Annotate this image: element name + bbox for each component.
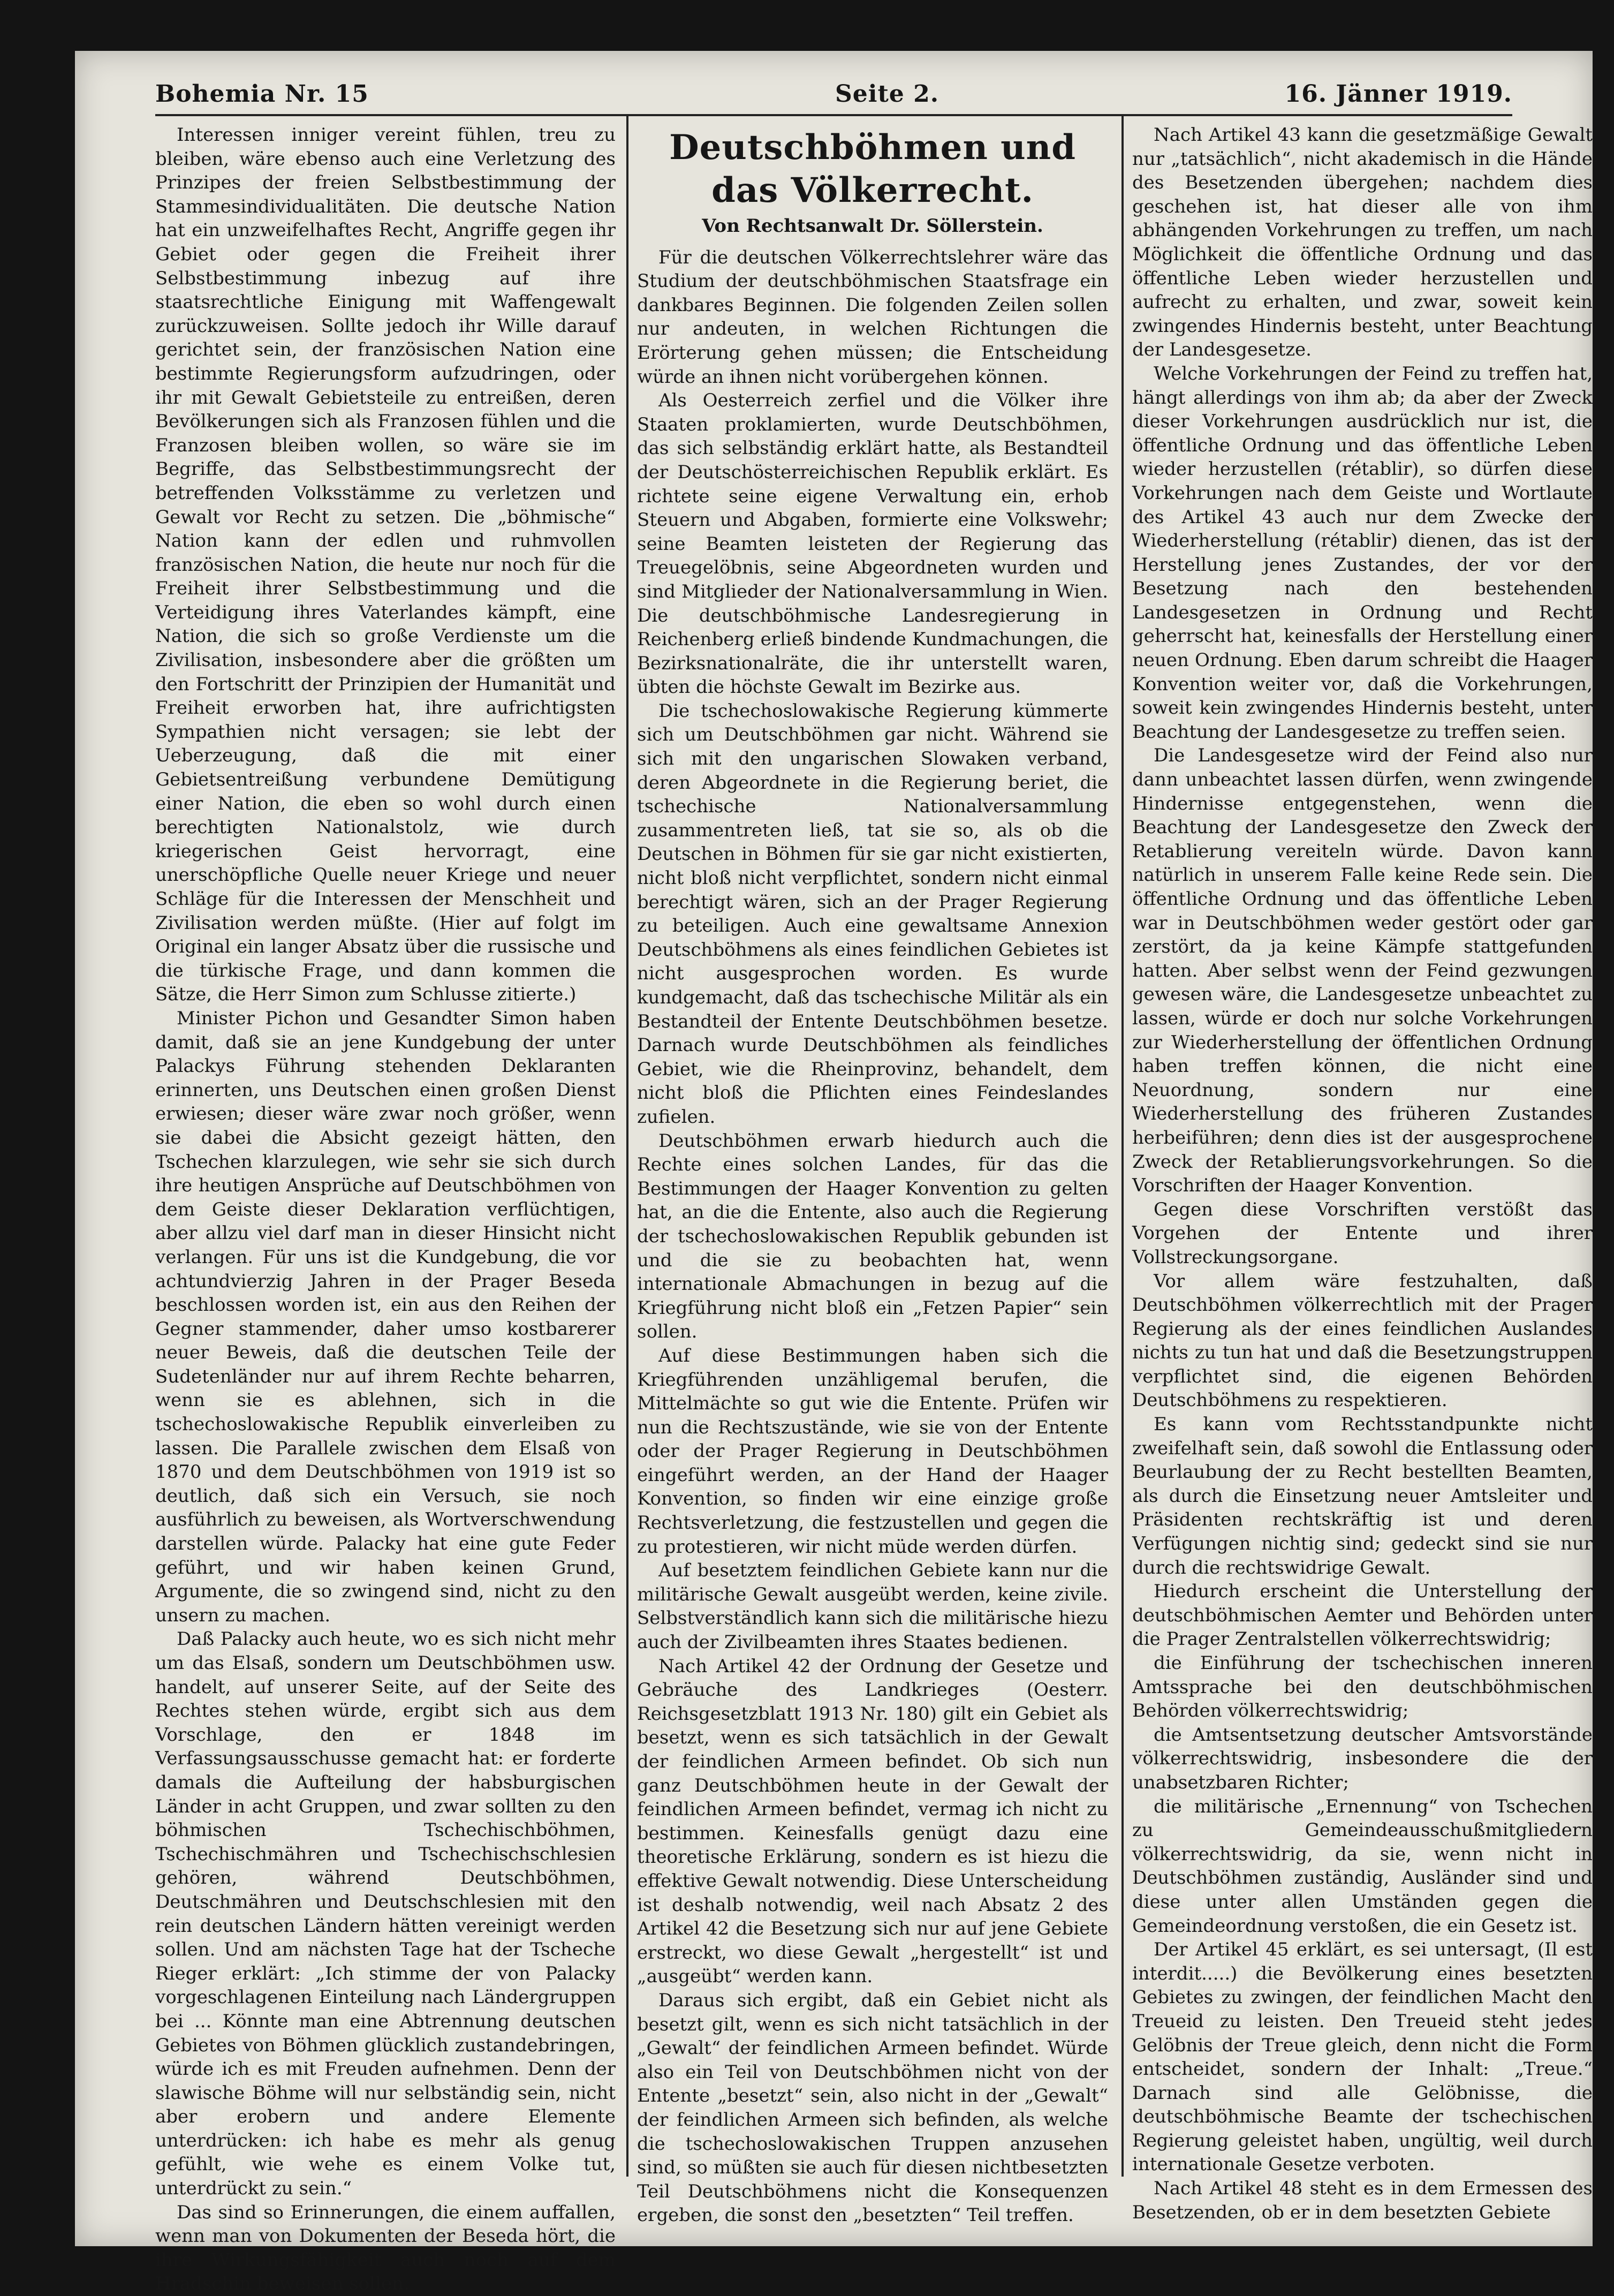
paragraph: Daß Palacky auch heute, wo es sich nicht mehr um das Elsaß, sondern um Deutschböhmen usw. handelt, auf unserer Seite, auf der Seite des Rechtes stehen würde, ergibt sich aus dem Vorschlage, den er 1848 im Verfassungsausschusse gemacht hat: er forderte damals die Aufteilung der habsburgischen Länder in acht Gruppen, und zwar sollten zu den böhmischen Tschechischböhmen, Tschechischmähren und Tschechischschlesien gehören, während Deutschböhmen, Deutschmähren und Deutschschlesien mit den rein deutschen Ländern hätten vereinigt werden sollen. Und am nächsten Tage hat der Tscheche Rieger erklärt: „Ich stimme der von Palacky vorgeschlagenen Einteilung nach Ländergruppen bei ... Könnte man eine Abtrennung deutschen Gebietes von Böhmen glücklich zustandebringen, würde ich es mit Freuden aufnehmen. Denn der slawische Böhme will nur selbständig sein, nicht aber erobern und andere Elemente unterdrücken: ich habe es mehr als genug gefühlt, wie wehe es einem Volke tut, unterdrückt zu sein.“ <box>155 1628 616 2200</box>
paragraph: Vor allem wäre festzuhalten, daß Deutschböhmen völkerrechtlich mit der Prager Regierung als der eines feindlichen Auslandes nichts zu tun hat und daß die Besetzungstruppen verpflichtet sind, die eigenen Behörden Deutschböhmens zu respektieren. <box>1132 1270 1593 1411</box>
column-divider <box>626 115 628 2177</box>
column-middle <box>637 123 1108 2226</box>
column-divider <box>1122 115 1124 2177</box>
paragraph: Interessen inniger vereint fühlen, treu zu bleiben, wäre ebenso auch eine Verletzung des Prinzipes der freien Selbstbestimmung der Stammesindividualitäten. Die deutsche Nation hat ein unzweifelhaftes Recht, Angriffe gegen ihr Gebiet oder gegen die Freiheit ihrer Selbstbestimmung inbezug auf ihre staatsrechtliche Einigung mit Waffengewalt zurückzuweisen. Sollte jedoch ihr Wille darauf gerichtet sein, der französischen Nation eine bestimmte Regierungsform aufzudringen, oder ihr mit Gewalt Gebietsteile zu entreißen, deren Bevölkerungen sich als Franzosen fühlen und die Franzosen bleiben wollen, so wäre sie im Begriffe, das Selbstbestimmungsrecht der betreffenden Volksstämme zu verletzen und Gewalt vor Recht zu setzen. Die „böhmische“ Nation kann der edlen und ruhmvollen französischen Nation, die heute nur noch für die Freiheit ihrer Selbstbestimmung und die Verteidigung ihres Vaterlandes kämpft, eine Nation, die sich so große Verdienste um die Zivilisation, insbesondere aber die größten um den Fortschritt der Prinzipien der Humanität und Freiheit erworben hat, ihre aufrichtigsten Sympathien nicht versagen; sie lebt der Ueberzeugung, daß die mit einer Gebietsentreißung verbundene Demütigung einer Nation, die eben so wohl durch einen berechtigten Nationalstolz, wie durch kriegerischen Geist hervorragt, eine unerschöpfliche Quelle neuer Kriege und neuer Schläge für die Interessen der Menschheit und Zivilisation werden müßte. (Hier auf folgt im Original ein langer Absatz über die russische und die türkische Frage, und dann kommen die Sätze, die Herr Simon zum Schlusse zitierte.) <box>155 124 616 1006</box>
paragraph: Gegen diese Vorschriften verstößt das Vorgehen der Entente und ihrer Vollstreckungsorgane. <box>1132 1198 1593 1268</box>
newspaper-issue: Bohemia Nr. 15 <box>155 80 369 108</box>
paragraph: Es kann vom Rechtsstandpunkte nicht zweifelhaft sein, daß sowohl die Entlassung oder Beurlaubung der zu Recht bestellten Beamten, als durch die Einsetzung neuer Amtsleiter und Präsidenten rechtskräftig ist und deren Verfügungen nichtig sind; gedeckt sind sie nur durch die rechtswidrige Gewalt. <box>1132 1414 1593 1578</box>
paragraph: die militärische „Ernennung“ von Tschechen zu Gemeindeausschußmitgliedern völkerrechtswidrig, da sie, wenn nicht in Deutschböhmen zuständig, Ausländer sind und diese unter allen Umständen gegen die Gemeindeordnung verstoßen, die ein Gesetz ist. <box>1132 1795 1593 1937</box>
paragraph: Die tschechoslowakische Regierung kümmerte sich um Deutschböhmen gar nicht. Während sie sich mit den ungarischen Slowaken verband, deren Abgeordnete in die Regierung beriet, die tschechische Nationalversammlung zusammentreten ließ, tat sie so, als ob die Deutschen in Böhmen für sie gar nicht existierten, nicht bloß nicht verpflichtet, sondern nicht einmal berechtigt wären, sich an der Prager Regierung zu beteiligen. Auch eine gewaltsame Annexion Deutschböhmens als eines feindlichen Gebietes ist nicht ausgesprochen worden. Es wurde kundgemacht, daß das tschechische Militär als ein Bestandteil der Entente Deutschböhmen besetze. Darnach wurde Deutschböhmen als feindliches Gebiet, wie die Rheinprovinz, behandelt, dem nicht bloß die Pflichten eines Feindeslandes zufielen. <box>637 700 1108 1128</box>
column-left <box>155 123 616 2295</box>
newspaper-page <box>75 51 1593 2295</box>
paragraph: Der Artikel 45 erklärt, es sei untersagt, (Il est interdit.....) die Bevölkerung eines besetzten Gebietes zu zwingen, der feindlichen Macht den Treueid zu leisten. Den Treueid steht jedes Gelöbnis der Treue gleich, denn nicht die Form entscheidet, sondern der Inhalt: „Treue.“ Darnach sind alle Gelöbnisse, die deutschböhmische Beamte der tschechischen Regierung geleistet haben, ungültig, weil durch internationale Gesetze verboten. <box>1132 1939 1593 2176</box>
paragraph: Nach Artikel 42 der Ordnung der Gesetze und Gebräuche des Landkrieges (Oesterr. Reichsgesetzblatt 1913 Nr. 180) gilt ein Gebiet als besetzt, wenn es sich tatsächlich in der Gewalt der feindlichen Armeen befindet. Ob sich nun ganz Deutschböhmen heute in der Gewalt der feindlichen Armeen befindet, vermag ich nicht zu bestimmen. Keinesfalls genügt dazu eine theoretische Erklärung, sondern es ist hiezu die effektive Gewalt notwendig. Diese Unterscheidung ist deshalb notwendig, weil nach Absatz 2 des Artikel 42 die Besetzung sich nur auf jene Gebiete erstreckt, wo diese Gewalt „hergestellt“ ist und „ausgeübt“ werden kann. <box>637 1655 1108 1988</box>
article-byline: Von Rechtsanwalt Dr. Söllerstein. <box>702 215 1043 237</box>
paragraph: Für die deutschen Völkerrechtslehrer wäre das Studium der deutschböhmischen Staatsfrage ein dankbares Beginnen. Die folgenden Zeilen sollen nur andeuten, in welchen Richtungen die Erörterung gehen müssen; die Entscheidung würde an ihnen nicht vorübergehen können. <box>637 246 1108 388</box>
paragraph: die Einführung der tschechischen inneren Amtssprache bei den deutschböhmischen Behörden völkerrechtswidrig; <box>1132 1652 1593 1722</box>
paragraph: Nach Artikel 43 kann die gesetzmäßige Gewalt nur „tatsächlich“, nicht akademisch in die Hände des Besetzenden übergehen; nachdem dies geschehen ist, hat dieser alle von ihm abhängenden Vorkehrungen zu treffen, um nach Möglichkeit die öffentliche Ordnung und das öffentliche Leben wieder herzustellen und aufrecht zu erhalten, und zwar, soweit kein zwingendes Hindernis besteht, unter Beachtung der Landesgesetze. <box>1132 124 1593 361</box>
paragraph: Deutschböhmen erwarb hiedurch auch die Rechte eines solchen Landes, für das die Bestimmungen der Haager Konvention zu gelten hat, an die die Entente, also auch die Regierung der tschechoslowakischen Republik gebunden ist und die sie zu beobachten hat, wenn internationale Abmachungen in bezug auf die Kriegführung nicht bloß ein „Fetzen Papier“ sein sollen. <box>637 1130 1108 1343</box>
paragraph: Auf diese Bestimmungen haben sich die Kriegführenden unzähligemal berufen, die Mittelmächte so gut wie die Entente. Prüfen wir nun die Rechtszustände, wie sie von der Entente oder der Prager Regierung in Deutschböhmen eingeführt werden, an der Hand der Haager Konvention, so finden wir eine einzige große Rechtsverletzung, die festzustellen und gegen die zu protestieren, wir nicht müde werden dürfen. <box>637 1345 1108 1558</box>
paragraph: Die Landesgesetze wird der Feind also nur dann unbeachtet lassen dürfen, wenn zwingende Hindernisse entgegenstehen, wenn die Beachtung der Landesgesetze den Zweck der Retablierung vereiteln würde. Davon kann natürlich in unserem Falle keine Rede sein. Die öffentliche Ordnung und das öffentliche Leben war in Deutschböhmen weder gestört oder gar zerstört, da ja keine Kämpfe stattgefunden hatten. Aber selbst wenn der Feind gezwungen gewesen wäre, die Landesgesetze unbeachtet zu lassen, würde er doch nur solche Vorkehrungen zur Wiederherstellung der öffentlichen Ordnung haben treffen können, die nicht eine Neuordnung, sondern nur eine Wiederherstellung des früheren Zustandes herbeiführen; denn dies ist der ausgesprochene Zweck der Retablierungsvorkehrungen. So die Vorschriften der Haager Konvention. <box>1132 745 1593 1197</box>
paragraph: Minister Pichon und Gesandter Simon haben damit, daß sie an jene Kundgebung der unter Palackys Führung stehenden Deklaranten erinnerten, uns Deutschen einen großen Dienst erwiesen; dieser wäre zwar noch größer, wenn sie dabei die Absicht gezeigt hätten, den Tschechen klarzulegen, wie sehr sie sich durch ihre heutigen Ansprüche auf Deutschböhmen von dem Geiste dieser Deklaration verflüchtigen, aber allzu viel darf man in dieser Hinsicht nicht verlangen. Für uns ist die Kundgebung, die vor achtundvierzig Jahren in der Prager Beseda beschlossen worden ist, ein aus den Reihen der Gegner stammender, daher umso kostbarerer neuer Beweis, daß die deutschen Teile der Sudetenländer nur auf ihrem Rechte beharren, wenn sie es ablehnen, sich in die tschechoslowakische Republik einverleiben zu lassen. Die Parallele zwischen dem Elsaß von 1870 und dem Deutschböhmen von 1919 ist so deutlich, daß sich ein Versuch, sie noch ausführlich zu beweisen, als Wortverschwendung darstellen würde. Palacky hat eine gute Feder geführt, und wir haben keinen Grund, Argumente, die so zwingend sind, nicht zu den unsern zu machen. <box>155 1007 616 1626</box>
paragraph: Hiedurch erscheint die Unterstellung der deutschböhmischen Aemter und Behörden unter die Prager Zentralstellen völkerrechtswidrig; <box>1132 1581 1593 1650</box>
header-rule <box>155 114 1512 116</box>
paragraph: Das sind so Erinnerungen, die einem auffallen, wenn man von Dokumenten der Beseda hört, die ihre Wirkungsfähigkeit auch noch auf dem Hradschin beweisen sollen. <box>155 2201 616 2295</box>
paragraph: Nach Artikel 48 steht es in dem Ermessen des Besetzenden, ob er in dem besetzten Gebiete <box>1132 2178 1593 2223</box>
paragraph: die Amtsentsetzung deutscher Amtsvorstände völkerrechtswidrig, insbesondere die der unabsetzbaren Richter; <box>1132 1724 1593 1793</box>
paragraph: Als Oesterreich zerfiel und die Völker ihre Staaten proklamierten, wurde Deutschböhmen, das sich selbständig erklärt hatte, als Bestandteil der Deutschösterreichischen Republik erklärt. Es richtete seine eigene Verwaltung ein, erhob Steuern und Abgaben, formierte eine Volkswehr; seine Beamten leisteten der Regierung das Treuegelöbnis, seine Abgeordneten wurden und sind Mitglieder der Nationalversammlung in Wien. Die deutschböhmische Landesregierung in Reichenberg erließ bindende Kundmachungen, die Bezirksnationalräte, die ihr unterstellt waren, übten die höchste Gewalt im Bezirke aus. <box>637 390 1108 698</box>
page-number: Seite 2. <box>835 80 939 108</box>
paragraph: Auf besetztem feindlichen Gebiete kann nur die militärische Gewalt ausgeübt werden, keine zivile. Selbstverständlich kann sich die militärische hiezu auch der Zivilbeamten ihres Staates bedienen. <box>637 1560 1108 1653</box>
paragraph: Daraus sich ergibt, daß ein Gebiet nicht als besetzt gilt, wenn es sich nicht tatsächlich in der „Gewalt“ der feindlichen Armeen befindet. Würde also ein Teil von Deutschböhmen nicht von der Entente „besetzt“ sein, also nicht in der „Gewalt“ der feindlichen Armeen sich befinden, als welche die tschechoslowakischen Truppen anzusehen sind, so müßten sie auch für diesen nichtbesetzten Teil Deutschböhmens nicht die Konsequenzen ergeben, die sonst den „besetzten“ Teil treffen. <box>637 1989 1108 2226</box>
article-title: Deutschböhmen und das Völkerrecht. <box>669 127 1076 210</box>
issue-date: 16. Jänner 1919. <box>1284 80 1512 108</box>
column-right <box>1132 123 1593 2223</box>
paragraph: Welche Vorkehrungen der Feind zu treffen hat, hängt allerdings von ihm ab; da aber der Zweck dieser Vorkehrungen ausdrücklich nur ist, die öffentliche Ordnung und das öffentliche Leben wieder herzustellen (rétablir), so dürfen diese Vorkehrungen nach dem Geiste und Wortlaute des Artikel 43 auch nur dem Zwecke der Wiederherstellung (rétablir) dienen, das ist der Herstellung jenes Zustandes, der vor der Besetzung nach den bestehenden Landesgesetzen in Ordnung und Recht geherrscht hat, keinesfalls der Herstellung einer neuen Ordnung. Eben darum schreibt die Haager Konvention weiter vor, daß die Vorkehrungen, soweit kein zwingendes Hindernis besteht, unter Beachtung der Landesgesetze zu treffen seien. <box>1132 362 1593 743</box>
